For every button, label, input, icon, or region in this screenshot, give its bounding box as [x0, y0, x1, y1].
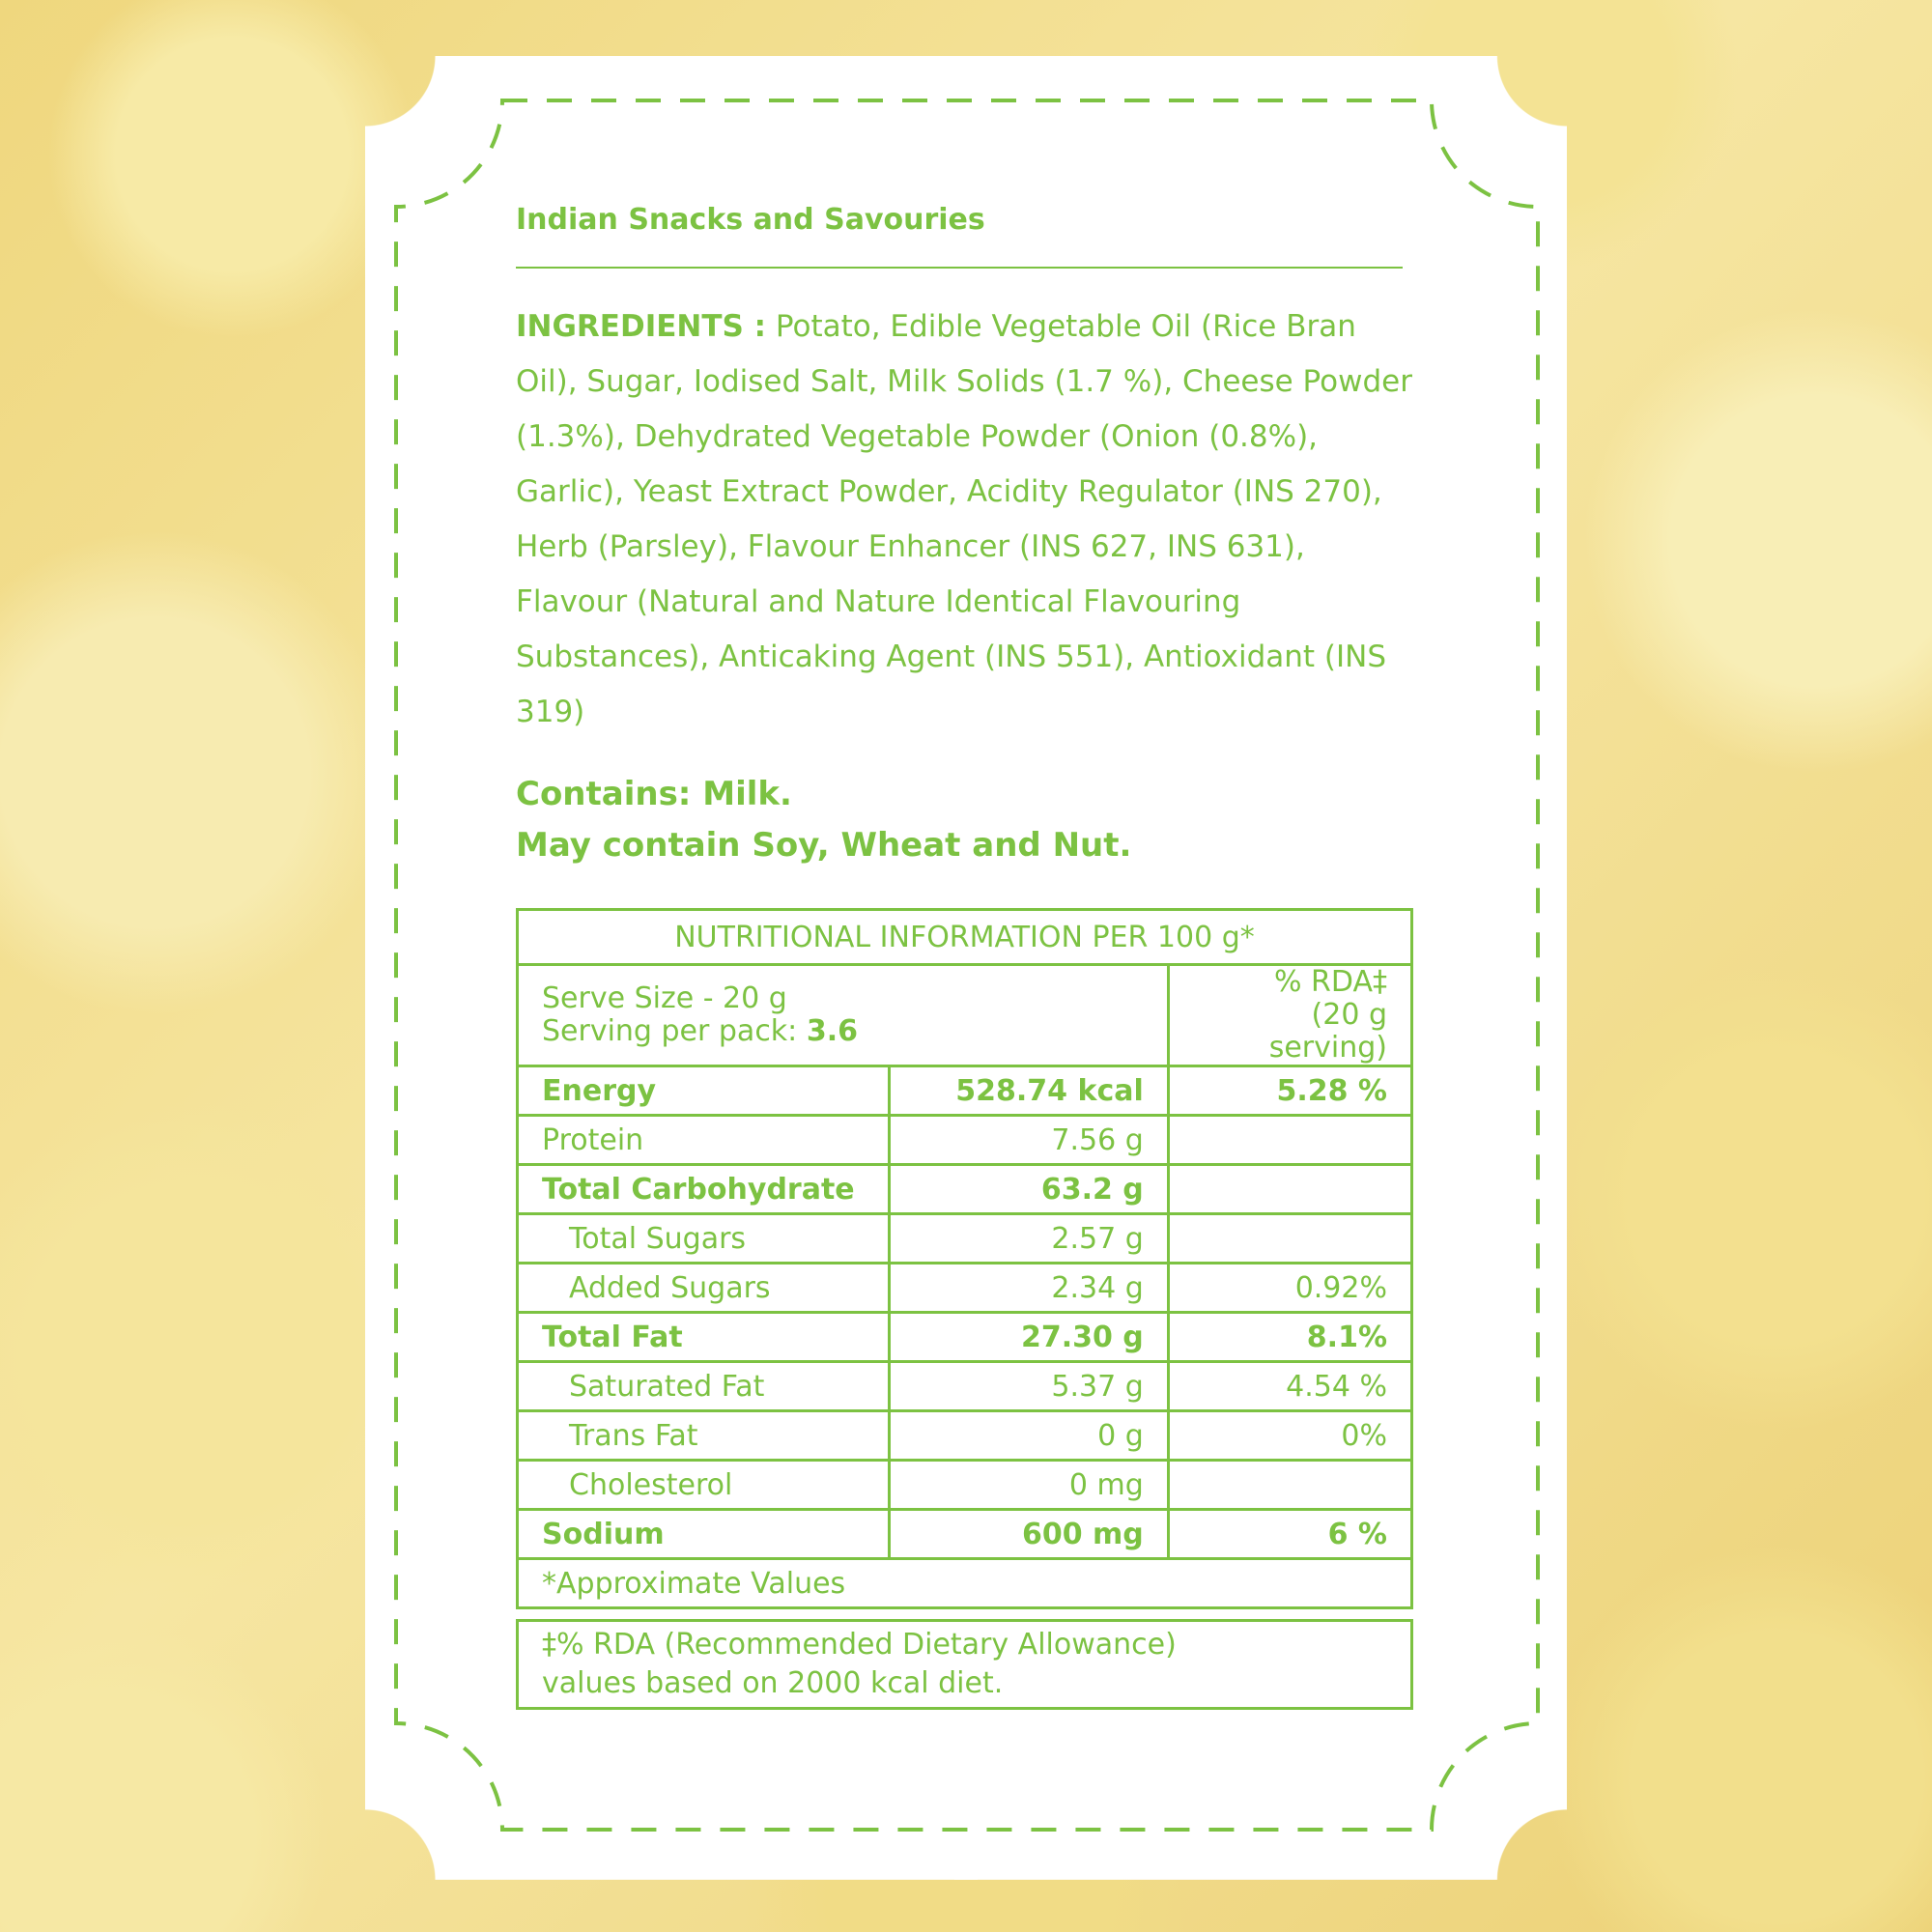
table-row: [518, 1510, 1412, 1559]
nutrient-value: 2.34 g: [889, 1264, 1168, 1313]
nutrient-rda: 5.28 %: [1168, 1066, 1411, 1116]
may-contain-allergens: May contain Soy, Wheat and Nut.: [516, 826, 1132, 865]
nutrient-name: Energy: [518, 1066, 890, 1116]
table-row: [518, 1362, 1412, 1411]
nutrient-rda: [1168, 1116, 1411, 1165]
nutrient-name: Trans Fat: [518, 1411, 890, 1461]
nutrient-name: Added Sugars: [518, 1264, 890, 1313]
rda-footnote-text: [518, 1621, 1412, 1709]
serving-per-pack-value: 3.6: [806, 1014, 858, 1048]
table-row: [518, 1264, 1412, 1313]
nutrient-value: 63.2 g: [889, 1165, 1168, 1214]
nutrient-name: Sodium: [518, 1510, 890, 1559]
rda-header-label: % RDA‡: [1274, 965, 1387, 999]
nutrient-value: 0 g: [889, 1411, 1168, 1461]
nutrient-rda: [1168, 1461, 1411, 1510]
ingredients-text: [516, 299, 1416, 740]
table-row: [518, 1214, 1412, 1264]
divider: [516, 267, 1403, 269]
rda-header: [1168, 965, 1411, 1066]
contains-allergens: Contains: Milk.: [516, 775, 792, 813]
nutrient-value: 2.57 g: [889, 1214, 1168, 1264]
nutrient-rda: 0%: [1168, 1411, 1411, 1461]
nutrient-value: 7.56 g: [889, 1116, 1168, 1165]
nutrient-rda: 6 %: [1168, 1510, 1411, 1559]
nutrient-name: Protein: [518, 1116, 890, 1165]
nutrient-rda: [1168, 1165, 1411, 1214]
rda-footnote-line1: ‡% RDA (Recommended Dietary Allowance): [542, 1628, 1177, 1662]
rda-footnote-line2: values based on 2000 kcal diet.: [542, 1666, 1004, 1700]
rda-header-sub: (20 g serving): [1268, 998, 1387, 1065]
serving-per-pack-label: Serving per pack:: [542, 1014, 798, 1048]
table-row: [518, 1461, 1412, 1510]
nutrient-name: Total Sugars: [518, 1214, 890, 1264]
nutrient-name: Cholesterol: [518, 1461, 890, 1510]
nutrient-rda: 0.92%: [1168, 1264, 1411, 1313]
nutrient-rda: [1168, 1214, 1411, 1264]
nutrient-name: Saturated Fat: [518, 1362, 890, 1411]
table-row: [518, 1313, 1412, 1362]
table-row: [518, 1116, 1412, 1165]
serving-per-pack: [542, 1015, 1144, 1048]
serve-size: Serve Size - 20 g: [542, 981, 787, 1015]
nutrition-title: NUTRITIONAL INFORMATION PER 100 g*: [518, 910, 1412, 965]
table-row: [518, 1066, 1412, 1116]
nutrient-value: 5.37 g: [889, 1362, 1168, 1411]
nutrition-table: [516, 908, 1413, 1609]
nutrient-rda: 4.54 %: [1168, 1362, 1411, 1411]
label-content: [516, 203, 1416, 1710]
ingredients-label: INGREDIENTS :: [516, 309, 767, 344]
nutrient-value: 27.30 g: [889, 1313, 1168, 1362]
approximate-values-note: *Approximate Values: [518, 1559, 1412, 1608]
nutrient-rda: 8.1%: [1168, 1313, 1411, 1362]
table-row: [518, 1411, 1412, 1461]
category-title: Indian Snacks and Savouries: [516, 203, 985, 237]
nutrient-value: 528.74 kcal: [889, 1066, 1168, 1116]
allergen-statement: [516, 769, 1416, 871]
table-row: [518, 1165, 1412, 1214]
serving-info: [518, 965, 1169, 1066]
nutrient-name: Total Carbohydrate: [518, 1165, 890, 1214]
ingredients-list: Potato, Edible Vegetable Oil (Rice Bran Oil), Sugar, Iodised Salt, Milk Solids (1.7 %), Cheese Powder (1.3%), Dehydrated Vegetable Powder (Onion (0.8%), Garlic), Yeast Extract Powder, Acidity Regulator (INS 270), Herb (Parsley), Flavour Enhancer (INS 627, INS 631), Flavour (Natural and Nature Identical Flavouring Substances), Anticaking Agent (INS 551), Antioxidant (INS 319): [516, 309, 1412, 729]
rda-footnote: [516, 1619, 1413, 1710]
nutrient-value: 0 mg: [889, 1461, 1168, 1510]
nutrient-value: 600 mg: [889, 1510, 1168, 1559]
nutrient-name: Total Fat: [518, 1313, 890, 1362]
